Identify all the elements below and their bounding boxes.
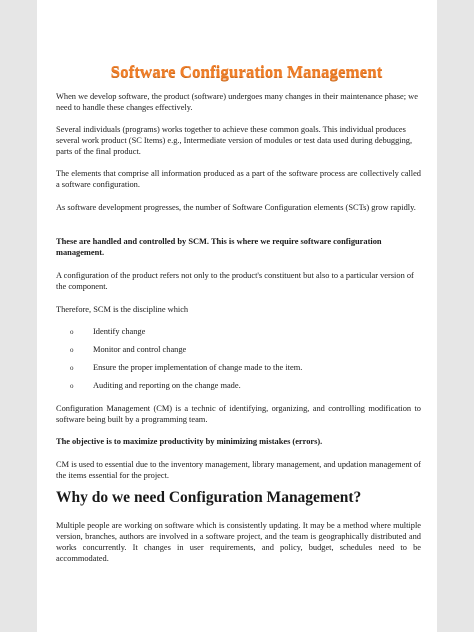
paragraph-2: Several individuals (programs) works together to achieve these common goals. This individual produces several work product (SC Items) e.g., Intermediate version of modules or test data used during debugging, parts of the final product. xyxy=(56,125,413,156)
paragraph-3: The elements that comprise all information produced as a part of the software process are collectively called a software configuration. xyxy=(56,169,421,189)
document-page xyxy=(37,0,437,632)
bullet-marker: o xyxy=(70,364,74,372)
paragraph-10: CM is used to essential due to the inventory management, library management, and updation management of the items essential for the project. xyxy=(56,460,421,480)
paragraph-7: Therefore, SCM is the discipline which xyxy=(56,305,189,314)
paragraph-1: When we develop software, the product (software) undergoes many changes in their maintenance phase; we need to handle these changes effectively. xyxy=(56,92,418,112)
section-heading: Why do we need Configuration Management? xyxy=(56,489,362,506)
list-item: o Monitor and control change xyxy=(70,341,420,359)
paragraph-11: Multiple people are working on software which is consistently updating. It may be a method where multiple version, branches, authors are involved in a software project, and the team is geographically distributed and works concurrently. It changes in user requirements, and policy, budget, schedules need to be accommodated. xyxy=(56,521,421,563)
paragraph-4: As software development progresses, the number of Software Configuration elements (SCTs) grow rapidly. xyxy=(56,203,416,212)
bullet-list xyxy=(70,323,420,395)
paragraph-6: A configuration of the product refers not only to the product's constituent but also to a particular version of the component. xyxy=(56,271,414,291)
paragraph-5: These are handled and controlled by SCM. This is where we require software configuration management. xyxy=(56,237,382,257)
bullet-marker: o xyxy=(70,346,74,354)
paragraph-9: The objective is to maximize productivity by minimizing mistakes (errors). xyxy=(56,437,323,446)
list-item: o Identify change xyxy=(70,323,420,341)
bullet-marker: o xyxy=(70,382,74,390)
bullet-marker: o xyxy=(70,328,74,336)
list-item: o Ensure the proper implementation of change made to the item. xyxy=(70,359,420,377)
page-title: Software Configuration Management xyxy=(110,62,383,81)
paragraph-8: Configuration Management (CM) is a technic of identifying, organizing, and controlling modification to software being built by a programming team. xyxy=(56,404,421,424)
list-item: o Auditing and reporting on the change made. xyxy=(70,377,420,395)
